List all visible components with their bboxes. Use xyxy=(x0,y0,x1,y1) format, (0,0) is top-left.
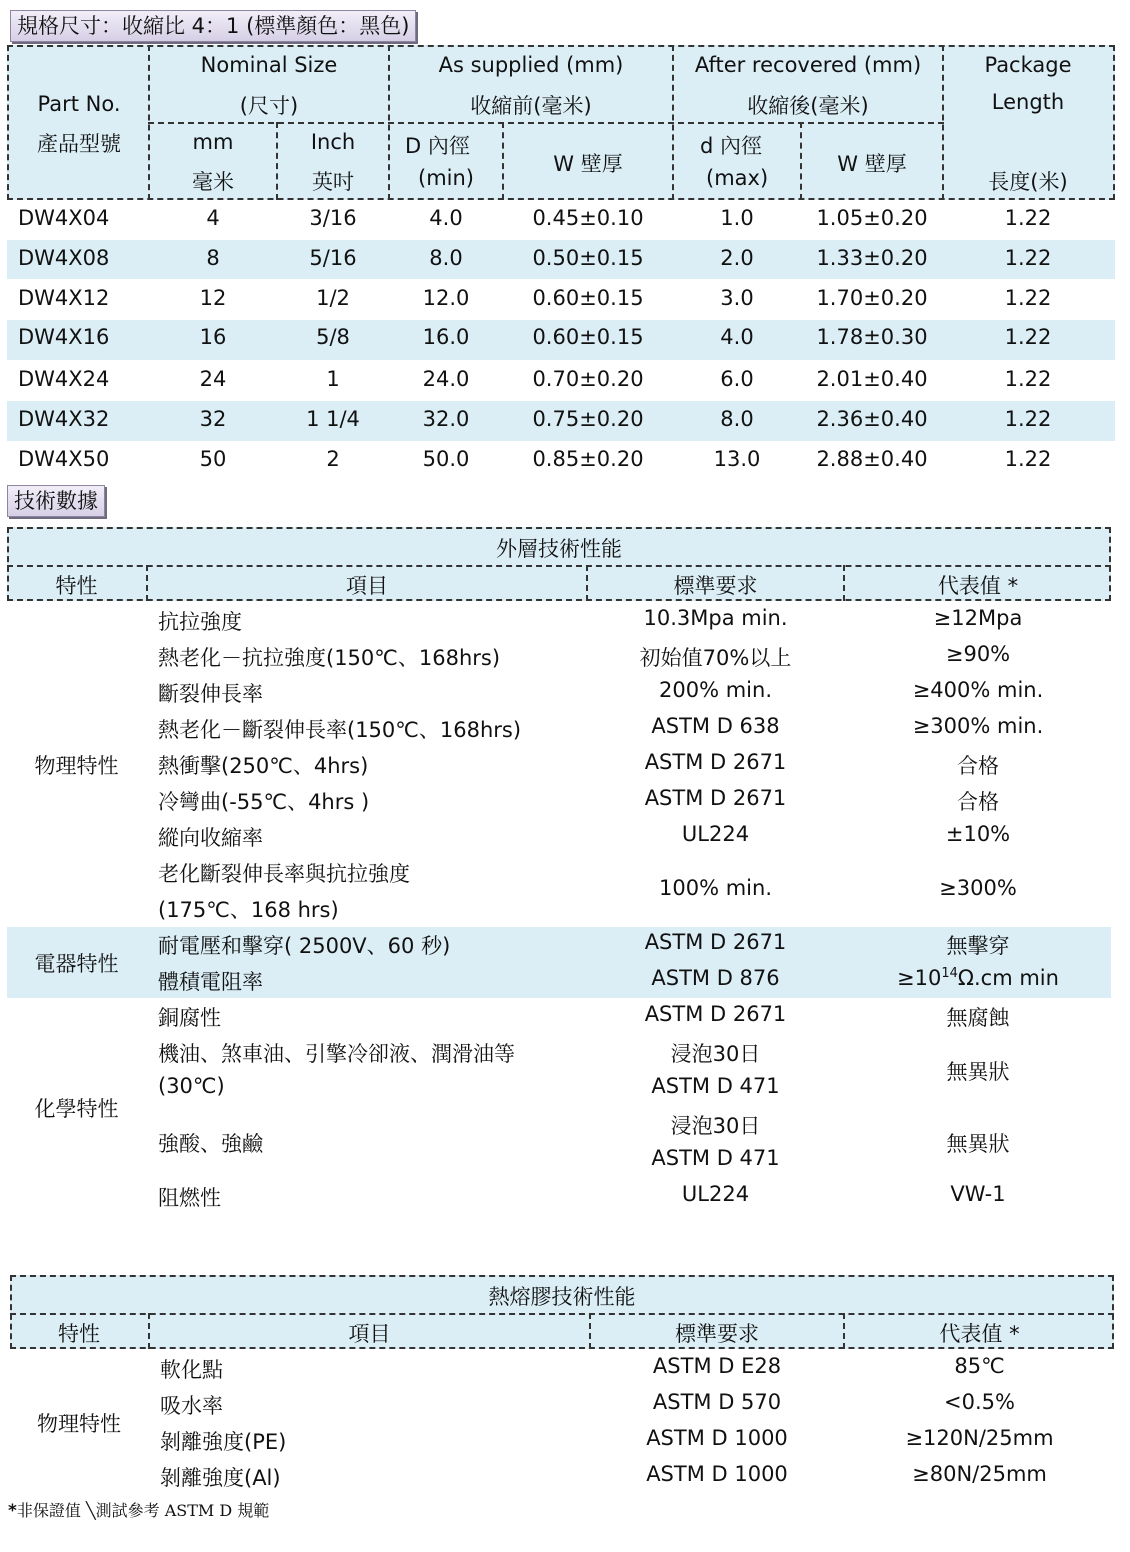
recovered-w-cell: 2.01±0.40 xyxy=(816,367,928,391)
supplied-en: As supplied (mm) xyxy=(438,53,624,77)
part-no-cell: DW4X04 xyxy=(18,206,110,230)
outer-group-chemical: 化學特性 xyxy=(34,1097,119,1121)
d-inner-label: D 內徑 xyxy=(405,134,470,158)
supplied-d-cell: 8.0 xyxy=(429,246,463,270)
recovered-d-cell: 13.0 xyxy=(713,447,761,471)
recovered-w-cell: 1.70±0.20 xyxy=(816,286,928,310)
nominal-mm-cell: 24 xyxy=(199,367,227,391)
glue-group-physical: 物理特性 xyxy=(37,1412,121,1436)
glue-std: ASTM D 570 xyxy=(652,1390,782,1414)
supplied-w-cell: 0.45±0.10 xyxy=(532,206,644,230)
nominal-en: Nominal Size xyxy=(200,53,338,77)
physical-std: ASTM D 638 xyxy=(651,714,780,738)
glue-item: 軟化點 xyxy=(160,1358,223,1382)
aging-std: 100% min. xyxy=(659,876,772,900)
chem-acid-std-1: 浸泡30日 xyxy=(670,1114,761,1138)
supplied-d-cell: 50.0 xyxy=(422,447,470,471)
part-no-cell: DW4X50 xyxy=(18,447,110,471)
nominal-mm-cell: 12 xyxy=(199,286,227,310)
nominal-inch-cell: 2 xyxy=(326,447,340,471)
glue-title: 熱熔膠技術性能 xyxy=(488,1285,636,1309)
physical-item: 斷裂伸長率 xyxy=(158,682,263,706)
chem-oil-item-2: (30℃) xyxy=(158,1074,225,1098)
chem-oil-item-1: 機油、煞車油、引擎冷卻液、潤滑油等 xyxy=(158,1042,515,1066)
chem-copper-item: 銅腐性 xyxy=(158,1006,221,1030)
recovered-w-cell: 1.78±0.30 xyxy=(816,325,928,349)
divider xyxy=(7,565,1111,567)
glue-std: ASTM D 1000 xyxy=(646,1462,788,1486)
supplied-d-cell: 24.0 xyxy=(422,367,470,391)
physical-std: ASTM D 2671 xyxy=(644,750,787,774)
package-length-cell: 1.22 xyxy=(1004,407,1052,431)
glue-val: 85℃ xyxy=(954,1354,1005,1378)
mm-zh: 毫米 xyxy=(192,170,234,194)
part-no-cell: DW4X08 xyxy=(18,246,110,270)
package-en-1: Package xyxy=(984,53,1072,77)
physical-std: 初始值70%以上 xyxy=(639,646,792,670)
package-zh: 長度(米) xyxy=(988,170,1068,194)
physical-val: 合格 xyxy=(957,790,999,814)
physical-item: 縱向收縮率 xyxy=(158,826,263,850)
glue-val: ≥120N/25mm xyxy=(905,1426,1054,1450)
recovered-d-cell: 6.0 xyxy=(720,367,754,391)
part-no-zh: 產品型號 xyxy=(37,132,121,156)
outer-group-physical: 物理特性 xyxy=(34,754,119,778)
chem-oil-val: 無異狀 xyxy=(946,1060,1010,1084)
elec-val-0: 無擊穿 xyxy=(946,934,1010,958)
part-no-cell: DW4X16 xyxy=(18,325,110,349)
physical-val: ≥400% min. xyxy=(912,678,1044,702)
supplied-w-cell: 0.50±0.15 xyxy=(532,246,644,270)
nominal-inch-cell: 3/16 xyxy=(309,206,357,230)
chem-copper-val: 無腐蝕 xyxy=(946,1006,1010,1030)
outer-h-prop: 特性 xyxy=(55,574,98,598)
glue-h-item: 項目 xyxy=(348,1322,391,1346)
package-length-cell: 1.22 xyxy=(1004,325,1052,349)
glue-std: ASTM D E28 xyxy=(652,1354,782,1378)
recovered-d-cell: 8.0 xyxy=(720,407,754,431)
resistivity-value: $\ge 10^{14}\Omega.cm$ min xyxy=(897,966,1059,990)
physical-val: ≥90% xyxy=(945,642,1011,666)
glue-h-prop: 特性 xyxy=(58,1322,100,1346)
recovered-w-cell: 2.88±0.40 xyxy=(816,447,928,471)
physical-item: 熱老化－抗拉強度(150℃、168hrs) xyxy=(158,646,501,670)
elec-std-0: ASTM D 2671 xyxy=(644,930,787,954)
outer-title: 外層技術性能 xyxy=(496,537,622,561)
recovered-en: After recovered (mm) xyxy=(694,53,922,77)
recovered-d-cell: 2.0 xyxy=(720,246,754,270)
nominal-mm-cell: 50 xyxy=(199,447,227,471)
chem-acid-std-2: ASTM D 471 xyxy=(651,1146,780,1170)
glue-val: <0.5% xyxy=(944,1390,1015,1414)
glue-item: 吸水率 xyxy=(160,1394,223,1418)
d-rec-sub: (max) xyxy=(706,166,769,190)
package-en-2: Length xyxy=(991,90,1065,114)
nominal-mm-cell: 16 xyxy=(199,325,227,349)
supplied-w-cell: 0.60±0.15 xyxy=(532,325,644,349)
d-inner-sub: (min) xyxy=(418,166,474,190)
nominal-inch-cell: 1 1/4 xyxy=(306,407,360,431)
recovered-w-cell: 1.33±0.20 xyxy=(816,246,928,270)
physical-std: 200% min. xyxy=(659,678,772,702)
elec-item-1: 體積電阻率 xyxy=(158,970,263,994)
nominal-mm-cell: 32 xyxy=(199,407,227,431)
chem-acid-item: 強酸、強鹼 xyxy=(158,1132,263,1156)
chem-flame-std: UL224 xyxy=(681,1182,750,1206)
part-no-cell: DW4X32 xyxy=(18,407,110,431)
mm-en: mm xyxy=(192,130,234,154)
outer-h-item: 項目 xyxy=(346,574,388,598)
glue-item: 剝離強度(Al) xyxy=(160,1466,281,1490)
recovered-w-cell: 1.05±0.20 xyxy=(816,206,928,230)
physical-val: ≥12Mpa xyxy=(933,606,1023,630)
elec-item-0: 耐電壓和擊穿( 2500V、60 秒) xyxy=(158,934,451,958)
physical-val: ≥300% min. xyxy=(912,714,1044,738)
recovered-zh: 收縮後(毫米) xyxy=(747,94,869,118)
physical-std: ASTM D 2671 xyxy=(644,786,787,810)
supplied-d-cell: 32.0 xyxy=(422,407,470,431)
chem-acid-val: 無異狀 xyxy=(946,1132,1010,1156)
w-supplied-label: W 壁厚 xyxy=(553,152,623,176)
nominal-inch-cell: 1 xyxy=(326,367,340,391)
divider xyxy=(148,122,944,124)
physical-std: 10.3Mpa min. xyxy=(643,606,788,630)
supplied-w-cell: 0.60±0.15 xyxy=(532,286,644,310)
outer-h-val: 代表值 * xyxy=(937,574,1019,598)
recovered-d-cell: 3.0 xyxy=(720,286,754,310)
footnote: *非保證值 ╲測試參考 ASTM D 規範 xyxy=(8,1501,270,1521)
part-no-cell: DW4X12 xyxy=(18,286,110,310)
glue-item: 剝離強度(PE) xyxy=(160,1430,287,1454)
chem-flame-item: 阻燃性 xyxy=(158,1186,221,1210)
elec-std-1: ASTM D 876 xyxy=(651,966,780,990)
aging-val: ≥300% xyxy=(939,876,1017,900)
nominal-mm-cell: 4 xyxy=(206,206,220,230)
divider xyxy=(10,1313,1114,1315)
nominal-inch-cell: 5/16 xyxy=(309,246,357,270)
glue-std: ASTM D 1000 xyxy=(646,1426,788,1450)
part-no-cell: DW4X24 xyxy=(18,367,110,391)
physical-item: 冷彎曲(-55℃、4hrs ) xyxy=(158,790,370,814)
chem-copper-std: ASTM D 2671 xyxy=(644,1002,787,1026)
supplied-w-cell: 0.75±0.20 xyxy=(532,407,644,431)
physical-item: 熱衝擊(250℃、4hrs) xyxy=(158,754,369,778)
supplied-w-cell: 0.85±0.20 xyxy=(532,447,644,471)
glue-val: ≥80N/25mm xyxy=(912,1462,1047,1486)
glue-h-val: 代表值 * xyxy=(939,1322,1020,1346)
package-length-cell: 1.22 xyxy=(1004,367,1052,391)
inch-zh: 英吋 xyxy=(312,170,354,194)
aging-item-1: 老化斷裂伸長率與抗拉強度 xyxy=(158,862,410,886)
glue-h-std: 標準要求 xyxy=(675,1322,759,1346)
chem-oil-std-2: ASTM D 471 xyxy=(651,1074,780,1098)
physical-item: 熱老化－斷裂伸長率(150℃、168hrs) xyxy=(158,718,522,742)
supplied-d-cell: 16.0 xyxy=(422,325,470,349)
d-rec-label: d 內徑 xyxy=(700,134,763,158)
inch-en: Inch xyxy=(310,130,356,154)
recovered-d-cell: 4.0 xyxy=(720,325,754,349)
physical-std: UL224 xyxy=(681,822,750,846)
supplied-zh: 收縮前(毫米) xyxy=(470,94,592,118)
nominal-inch-cell: 5/8 xyxy=(316,325,350,349)
package-length-cell: 1.22 xyxy=(1004,206,1052,230)
nominal-inch-cell: 1/2 xyxy=(316,286,350,310)
outer-h-std: 標準要求 xyxy=(673,574,758,598)
supplied-d-cell: 12.0 xyxy=(422,286,470,310)
package-length-cell: 1.22 xyxy=(1004,286,1052,310)
aging-item-2: (175℃、168 hrs) xyxy=(158,898,339,922)
spec-title: 規格尺寸：收縮比 4：1 (標準顏色：黑色) xyxy=(10,10,416,42)
package-length-cell: 1.22 xyxy=(1004,246,1052,270)
recovered-d-cell: 1.0 xyxy=(720,206,754,230)
part-no-en: Part No. xyxy=(37,92,121,116)
outer-group-electrical: 電器特性 xyxy=(34,952,119,976)
w-recovered-label: W 壁厚 xyxy=(837,152,907,176)
chem-flame-val: VW-1 xyxy=(950,1182,1006,1206)
supplied-d-cell: 4.0 xyxy=(429,206,463,230)
recovered-w-cell: 2.36±0.40 xyxy=(816,407,928,431)
physical-val: 合格 xyxy=(957,754,999,778)
tech-title: 技術數據 xyxy=(7,485,105,517)
physical-item: 抗拉強度 xyxy=(158,610,242,634)
package-length-cell: 1.22 xyxy=(1004,447,1052,471)
nominal-zh: (尺寸) xyxy=(239,94,299,118)
chem-oil-std-1: 浸泡30日 xyxy=(670,1042,761,1066)
nominal-mm-cell: 8 xyxy=(206,246,220,270)
supplied-w-cell: 0.70±0.20 xyxy=(532,367,644,391)
physical-val: ±10% xyxy=(945,822,1011,846)
